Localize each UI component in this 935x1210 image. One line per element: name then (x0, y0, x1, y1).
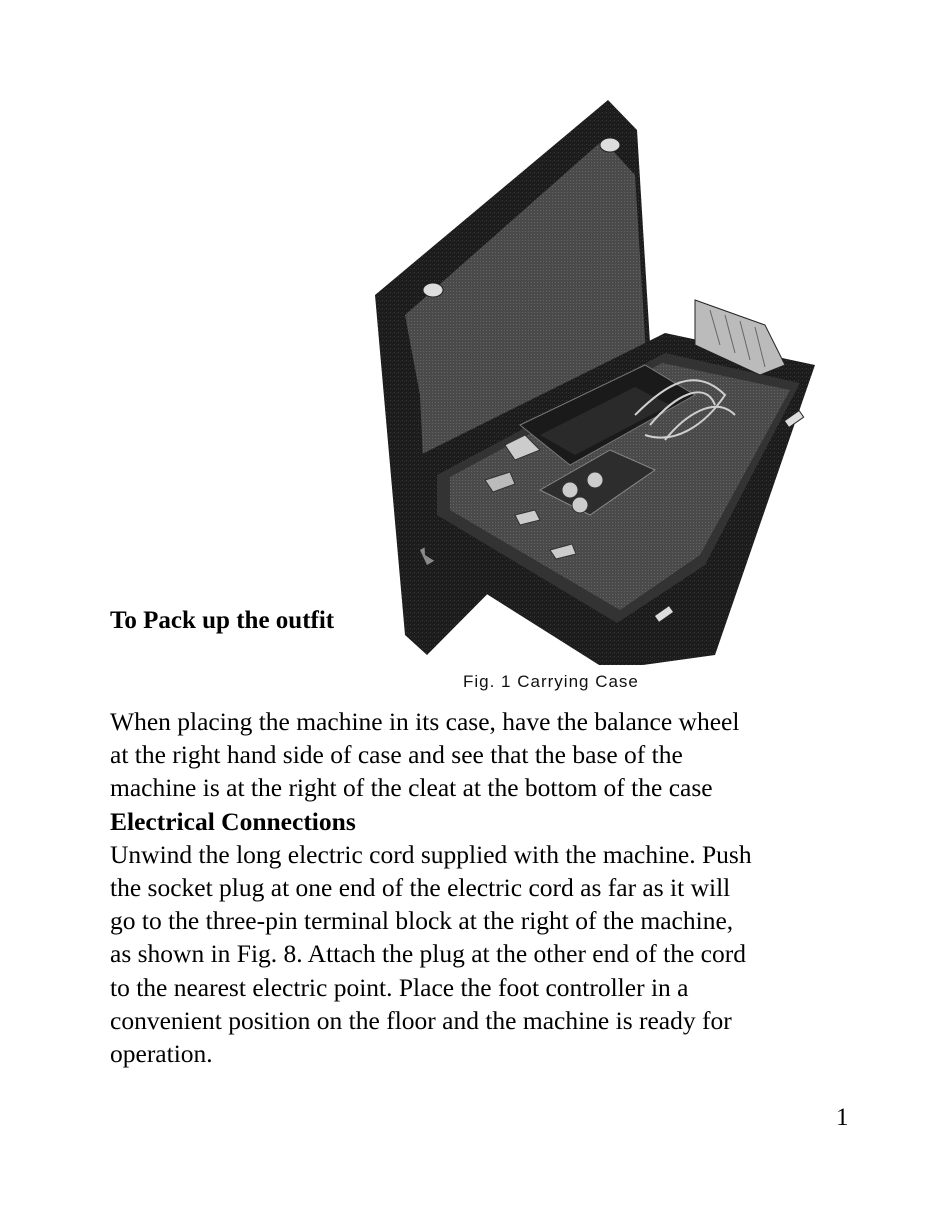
paragraph-line: to the nearest electric point. Place the foot controller in a (110, 972, 689, 1002)
paragraph-line: at the right hand side of case and see that the base of the (110, 740, 683, 770)
paragraph-line: When placing the machine in its case, have the balance wheel (110, 707, 740, 736)
paragraph-line: go to the three-pin terminal block at the right of the machine, (110, 906, 734, 936)
body-text (110, 705, 830, 1070)
paragraph-line: convenient position on the floor and the machine is ready for (110, 1005, 732, 1035)
carrying-case-figure (365, 95, 820, 665)
paragraph-line: as shown in Fig. 8. Attach the plug at the other end of the cord (110, 939, 746, 969)
section-heading-electrical: Electrical Connections (110, 806, 356, 836)
figure-caption: Fig. 1 Carrying Case (463, 672, 639, 691)
paragraph-line: Unwind the long electric cord supplied with the machine. Push (110, 839, 752, 869)
page-number: 1 (836, 1104, 849, 1131)
paragraph-line: the socket plug at one end of the electric cord as far as it will (110, 873, 731, 903)
section-heading-pack-up: To Pack up the outfit (110, 607, 335, 634)
paragraph-line: machine is at the right of the cleat at the bottom of the case (110, 773, 713, 803)
paragraph-line: operation. (110, 1039, 213, 1069)
